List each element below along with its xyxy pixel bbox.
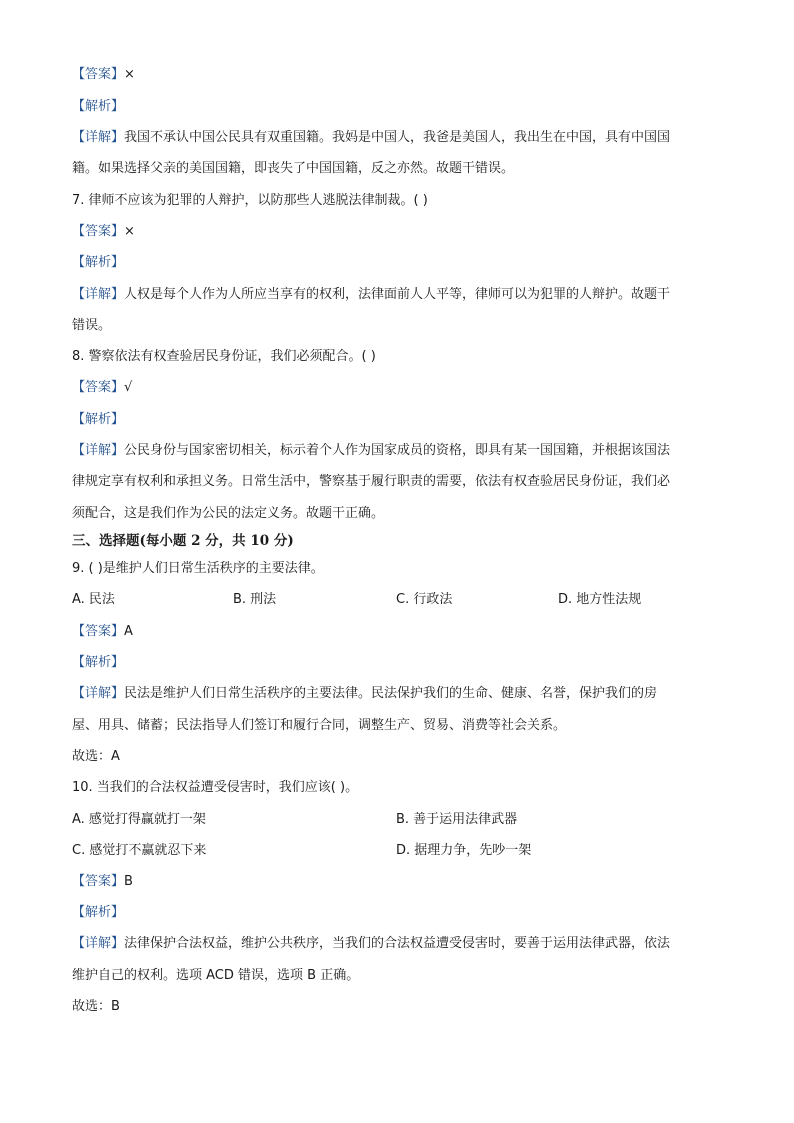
detail-text: 人权是每个人作为人所应当享有的权利，法律面前人人平等，律师可以为犯罪的人辩护。故题干 <box>124 287 671 302</box>
detail-row-q10 <box>72 936 722 952</box>
answer-value: × <box>124 67 135 82</box>
detail-text: 屋、用具、储蓄；民法指导人们签订和履行合同，调整生产、贸易、消费等社会关系。 <box>72 718 567 733</box>
question-stem-q7: 7. 律师不应该为犯罪的人辩护，以防那些人逃脱法律制裁。( ) <box>72 193 428 208</box>
option-d: D. 据理力争，先吵一架 <box>396 843 532 858</box>
detail-text: 须配合，这是我们作为公民的法定义务。故题干正确。 <box>72 506 385 521</box>
analysis-tag: 【解析】 <box>72 255 125 270</box>
answer-tag: 【答案】 <box>72 624 125 639</box>
analysis-tag: 【解析】 <box>72 655 125 670</box>
answer-row-q10 <box>72 874 722 890</box>
detail-tag: 【详解】 <box>72 287 125 302</box>
section-heading: 三、选择题(每小题 2 分，共 10 分) <box>72 533 294 549</box>
answer-value: A <box>124 624 133 639</box>
question-stem-q10: 10. 当我们的合法权益遭受侵害时，我们应该( )。 <box>72 780 359 795</box>
option-b: B. 刑法 <box>233 592 277 607</box>
detail-row-q8 <box>72 443 722 459</box>
detail-text: 籍。如果选择父亲的美国国籍，即丧失了中国国籍，反之亦然。故题干错误。 <box>72 161 515 176</box>
option-c: C. 行政法 <box>396 592 453 607</box>
answer-tag: 【答案】 <box>72 874 125 889</box>
answer-row-q7 <box>72 224 722 240</box>
answer-value: B <box>124 874 133 889</box>
detail-text: 公民身份与国家密切相关，标示着个人作为国家成员的资格，即具有某一国国籍，并根据该国法 <box>124 443 671 458</box>
detail-text: 我国不承认中国公民具有双重国籍。我妈是中国人，我爸是美国人，我出生在中国，具有中国国 <box>124 130 671 145</box>
option-c: C. 感觉打不赢就忍下来 <box>72 843 207 858</box>
answer-tag: 【答案】 <box>72 67 125 82</box>
detail-text: 民法是维护人们日常生活秩序的主要法律。民法保护我们的生命、健康、名誉，保护我们的房 <box>124 686 658 701</box>
option-b: B. 善于运用法律武器 <box>396 812 518 827</box>
detail-tag: 【详解】 <box>72 686 125 701</box>
detail-text: 维护自己的权利。选项 ACD 错误，选项 B 正确。 <box>72 968 360 983</box>
answer-value: √ <box>124 380 133 395</box>
answer-tag: 【答案】 <box>72 224 125 239</box>
detail-row-q9 <box>72 686 722 702</box>
answer-row-q8 <box>72 380 722 396</box>
detail-text: 错误。 <box>72 318 112 333</box>
analysis-tag: 【解析】 <box>72 99 125 114</box>
detail-text: 法律保护合法权益，维护公共秩序，当我们的合法权益遭受侵害时，要善于运用法律武器，依法 <box>124 936 671 951</box>
answer-value: × <box>124 224 135 239</box>
answer-row-q9 <box>72 624 722 640</box>
question-stem-q8: 8. 警察依法有权查验居民身份证，我们必须配合。( ) <box>72 349 376 364</box>
choice-text: 故选：B <box>72 999 120 1014</box>
option-a: A. 民法 <box>72 592 115 607</box>
detail-tag: 【详解】 <box>72 936 125 951</box>
detail-row-q6 <box>72 130 722 146</box>
question-stem-q9: 9. ( )是维护人们日常生活秩序的主要法律。 <box>72 561 324 576</box>
detail-tag: 【详解】 <box>72 443 125 458</box>
option-a: A. 感觉打得赢就打一架 <box>72 812 206 827</box>
analysis-tag: 【解析】 <box>72 412 125 427</box>
option-d: D. 地方性法规 <box>558 592 642 607</box>
detail-tag: 【详解】 <box>72 130 125 145</box>
answer-tag: 【答案】 <box>72 380 125 395</box>
analysis-tag: 【解析】 <box>72 905 125 920</box>
choice-text: 故选：A <box>72 749 120 764</box>
detail-row-q7 <box>72 287 722 303</box>
answer-row-q6 <box>72 67 722 83</box>
detail-text: 律规定享有权利和承担义务。日常生活中，警察基于履行职责的需要，依法有权查验居民身份证，我们必 <box>72 474 671 489</box>
